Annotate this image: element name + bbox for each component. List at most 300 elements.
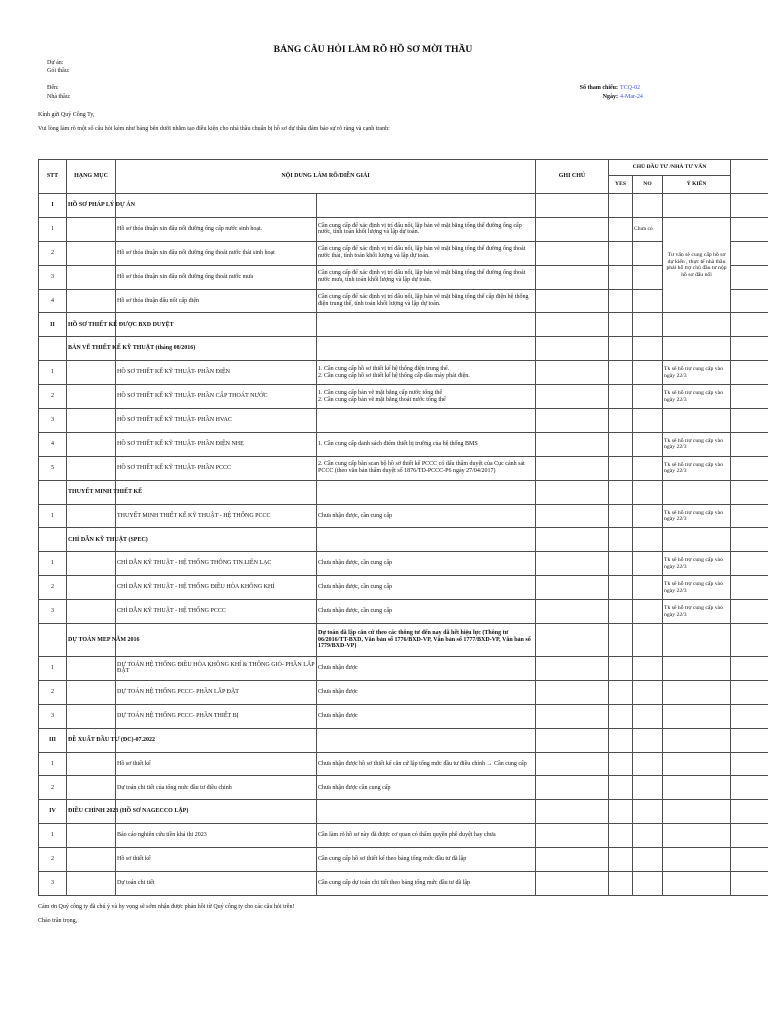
row-opinion: Tk sẽ hỗ trợ cung cấp vào ngày 22/3: [663, 361, 731, 385]
table-row: [39, 680, 768, 704]
table-row: [39, 752, 768, 776]
detail-cell: [317, 480, 536, 504]
row-item: HỒ SƠ THIẾT KẾ KỸ THUẬT- PHẦN ĐIỆN: [116, 361, 317, 385]
row-no: [633, 552, 663, 576]
row-yes: [609, 704, 633, 728]
table-row: [39, 361, 768, 385]
row-yes: [609, 456, 633, 480]
stt-cell: [39, 480, 67, 504]
row-no: [633, 432, 663, 456]
no-cell: [633, 194, 663, 218]
row-opinion: [663, 409, 731, 433]
row-no: Chưa có: [633, 217, 663, 241]
reference-value: TCQ-02: [620, 85, 640, 91]
row-yes: [609, 680, 633, 704]
row-detail: Chưa nhận được cần cung cấp: [317, 776, 536, 800]
category-cell: [67, 776, 116, 800]
item-cell: [116, 480, 317, 504]
opinion-cell: [663, 624, 731, 657]
row-number: 3: [39, 600, 67, 624]
note-cell: [536, 528, 609, 552]
row-item: Dự toán chi tiết: [116, 872, 317, 896]
row-note: [536, 265, 609, 289]
intro-text: Vui lòng làm rõ một số câu hỏi kèm như bảng bên dưới nhằm tạo điều kiện cho nhà thầu chuẩn bị hồ sơ dự thầu đảm bảo sự rõ ràng và cạnh tranh:: [38, 126, 390, 132]
row-note: [536, 848, 609, 872]
category-cell: [67, 409, 116, 433]
detail-cell: [317, 194, 536, 218]
row-opinion: [663, 680, 731, 704]
closing-thanks: Cám ơn Quý công ty đã chú ý và hy vọng sẽ sớm nhận được phản hồi từ Quý công ty cho các câu hỏi trên!: [38, 904, 295, 910]
yes-cell: [609, 480, 633, 504]
extra-cell: [731, 824, 768, 848]
table-body: [39, 194, 768, 896]
extra-cell: [731, 552, 768, 576]
row-item: Báo cáo nghiên cứu tiền khả thi 2023: [116, 824, 317, 848]
category-cell: [67, 600, 116, 624]
item-cell: [116, 624, 317, 657]
extra-cell: [731, 217, 768, 241]
table-row: [39, 576, 768, 600]
row-number: 1: [39, 361, 67, 385]
subsection-row: [39, 480, 768, 504]
row-number: 2: [39, 776, 67, 800]
row-item: HỒ SƠ THIẾT KẾ KỸ THUẬT- PHẦN PCCC: [116, 456, 317, 480]
table-row: [39, 600, 768, 624]
row-item: DỰ TOÁN HỆ THỐNG PCCC- PHẦN LẮP ĐẶT: [116, 680, 317, 704]
category-cell: [67, 385, 116, 409]
category-cell: [67, 848, 116, 872]
row-note: [536, 504, 609, 528]
header-note: GHI CHÚ: [536, 160, 609, 194]
subsection-title: THUYẾT MINH THIẾT KẾ: [67, 480, 116, 504]
row-opinion: Tk sẽ hỗ trợ cung cấp vào ngày 22/3: [663, 504, 731, 528]
yes-cell: [609, 624, 633, 657]
no-cell: [633, 337, 663, 361]
row-number: 1: [39, 824, 67, 848]
row-item: Dự toán chi tiết của tổng mức đầu tư điều chỉnh: [116, 776, 317, 800]
note-cell: [536, 313, 609, 337]
row-opinion: Tk sẽ hỗ trợ cung cấp vào ngày 22/3: [663, 456, 731, 480]
row-yes: [609, 409, 633, 433]
row-note: [536, 576, 609, 600]
row-detail: Chưa nhận được, cần cung cấp: [317, 504, 536, 528]
detail-cell: [317, 337, 536, 361]
row-item: CHỈ DẪN KỸ THUẬT - HỆ THỐNG ĐIỀU HÒA KHÔNG KHÍ: [116, 576, 317, 600]
section-title: ĐIỀU CHỈNH 2023 (HỒ SƠ NAGECCO LẬP): [67, 800, 116, 824]
detail-cell: [317, 528, 536, 552]
section-row: [39, 194, 768, 218]
clarification-table: [38, 159, 768, 896]
extra-cell: [731, 624, 768, 657]
table-row: [39, 872, 768, 896]
row-detail: Cần cung cấp để xác định vị trí đấu nối, lập bản vẽ mặt bằng tổng thể đường ống cấp nước, tính toán khối lượng và lập dự toán.: [317, 217, 536, 241]
subsection-row: [39, 528, 768, 552]
table-row: [39, 289, 768, 313]
section-title: HỒ SƠ PHÁP LÝ DỰ ÁN: [67, 194, 116, 218]
row-opinion: Tk sẽ hỗ trợ cung cấp vào ngày 22/3: [663, 576, 731, 600]
project-label: Dự án:: [47, 60, 64, 66]
header-no: NO: [633, 176, 663, 194]
row-opinion: Tk sẽ hỗ trợ cung cấp vào ngày 22/3: [663, 432, 731, 456]
row-opinion: Tk sẽ hỗ trợ cung cấp vào ngày 22/3: [663, 600, 731, 624]
row-note: [536, 824, 609, 848]
no-cell: [633, 624, 663, 657]
row-detail: Cần cung cấp dự toán chi tiết theo bảng tổng mức đầu tư đã lập: [317, 872, 536, 896]
category-cell: [67, 872, 116, 896]
extra-cell: [731, 800, 768, 824]
row-opinion: [663, 657, 731, 681]
row-number: 1: [39, 552, 67, 576]
opinion-cell: [663, 528, 731, 552]
row-no: [633, 752, 663, 776]
no-cell: [633, 800, 663, 824]
row-detail: Cần cung cấp hồ sơ thiết kế theo bảng tổng mức đầu tư đã lập: [317, 848, 536, 872]
category-cell: [67, 552, 116, 576]
header-owner-consultant: CHỦ ĐẦU TƯ /NHÀ TƯ VẤN: [609, 160, 731, 176]
extra-cell: [731, 456, 768, 480]
row-opinion: [663, 776, 731, 800]
row-note: [536, 217, 609, 241]
extra-cell: [731, 194, 768, 218]
section-title: HỒ SƠ THIẾT KẾ ĐƯỢC BXD DUYỆT: [67, 313, 116, 337]
row-item: DỰ TOÁN HỆ THỐNG PCCC- PHẦN THIẾT BỊ: [116, 704, 317, 728]
row-no: [633, 600, 663, 624]
extra-cell: [731, 576, 768, 600]
row-yes: [609, 752, 633, 776]
row-number: 2: [39, 576, 67, 600]
extra-cell: [731, 776, 768, 800]
yes-cell: [609, 800, 633, 824]
stt-cell: [39, 624, 67, 657]
table-row: [39, 456, 768, 480]
note-cell: [536, 800, 609, 824]
row-yes: [609, 504, 633, 528]
row-item: THUYẾT MINH THIẾT KẾ KỸ THUẬT - HỆ THỐNG PCCC: [116, 504, 317, 528]
row-no: [633, 265, 663, 289]
row-opinion: Tk sẽ hỗ trợ cung cấp vào ngày 22/3: [663, 552, 731, 576]
table-row: [39, 241, 768, 265]
stt-cell: [39, 337, 67, 361]
row-opinion: Tk sẽ hỗ trợ cung cấp vào ngày 22/3: [663, 385, 731, 409]
row-note: [536, 409, 609, 433]
row-item: DỰ TOÁN HỆ THỐNG ĐIỀU HÒA KHÔNG KHÍ & THÔNG GIÓ- PHẦN LẮP ĐẶT: [116, 657, 317, 681]
opinion-cell: [663, 194, 731, 218]
row-detail: Cần cung cấp để xác định vị trí đấu nối, lập bản vẽ mặt bằng tổng thể đường ống thoát nước thải, tính toán khối lượng và lập dự toán.: [317, 241, 536, 265]
yes-cell: [609, 337, 633, 361]
extra-cell: [731, 848, 768, 872]
row-detail: [317, 409, 536, 433]
contractor-label: Nhà thầu:: [47, 94, 71, 100]
date-value: 4-Mar-24: [620, 94, 643, 100]
section-row: [39, 728, 768, 752]
item-cell: [116, 194, 317, 218]
row-item: HỒ SƠ THIẾT KẾ KỸ THUẬT- PHẦN CẤP THOÁT NƯỚC: [116, 385, 317, 409]
no-cell: [633, 480, 663, 504]
section-number: I: [39, 194, 67, 218]
row-no: [633, 680, 663, 704]
table-row: [39, 704, 768, 728]
row-detail: Chưa nhận được, cần cung cấp: [317, 600, 536, 624]
row-note: [536, 289, 609, 313]
detail-cell: [317, 313, 536, 337]
opinion-cell: [663, 313, 731, 337]
row-note: [536, 385, 609, 409]
header-category: HẠNG MỤC: [67, 160, 116, 194]
row-no: [633, 409, 663, 433]
note-cell: [536, 728, 609, 752]
row-item: Hồ sơ thiết kế: [116, 752, 317, 776]
yes-cell: [609, 194, 633, 218]
note-cell: [536, 194, 609, 218]
note-cell: [536, 337, 609, 361]
row-number: 1: [39, 504, 67, 528]
category-cell: [67, 752, 116, 776]
row-item: Hồ sơ thỏa thuận xin đấu nối đường ống thoát nước mưa: [116, 265, 317, 289]
table-row: [39, 409, 768, 433]
subsection-title: DỰ TOÁN MEP NĂM 2016: [67, 624, 116, 657]
table-row: [39, 657, 768, 681]
row-item: Hồ sơ thỏa thuận xin đấu nối đường ống thoát nước thải sinh hoạt: [116, 241, 317, 265]
row-number: 2: [39, 385, 67, 409]
subsection-row: [39, 337, 768, 361]
header-stt: STT: [39, 160, 67, 194]
extra-cell: [731, 528, 768, 552]
category-cell: [67, 265, 116, 289]
category-cell: [67, 824, 116, 848]
opinion-cell: [663, 480, 731, 504]
row-detail: Cần làm rõ hồ sơ này đã được cơ quan có thẩm quyền phê duyệt hay chưa: [317, 824, 536, 848]
row-yes: [609, 217, 633, 241]
row-note: [536, 680, 609, 704]
table-header-row: [39, 160, 768, 176]
table-row: [39, 824, 768, 848]
row-detail: Chưa nhận được: [317, 657, 536, 681]
row-item: Hồ sơ thỏa thuận đấu nối cấp điện: [116, 289, 317, 313]
category-cell: [67, 657, 116, 681]
extra-cell: [731, 432, 768, 456]
extra-cell: [731, 265, 768, 289]
table-row: [39, 385, 768, 409]
section-number: II: [39, 313, 67, 337]
opinion-cell: [663, 728, 731, 752]
category-cell: [67, 680, 116, 704]
section-number: III: [39, 728, 67, 752]
row-detail: 1. Cần cung cấp danh sách điểm thiết bị trường của hệ thống BMS: [317, 432, 536, 456]
row-no: [633, 704, 663, 728]
extra-cell: [731, 385, 768, 409]
category-cell: [67, 576, 116, 600]
row-number: 2: [39, 241, 67, 265]
extra-cell: [731, 600, 768, 624]
subsection-title: CHỈ DẪN KỸ THUẬT (SPEC): [67, 528, 116, 552]
row-note: [536, 241, 609, 265]
row-no: [633, 776, 663, 800]
row-detail: Chưa nhận được hồ sơ thiết kế căn cứ lập tổng mức đầu tư điều chỉnh → Cần cung cấp: [317, 752, 536, 776]
row-no: [633, 848, 663, 872]
row-detail: Chưa nhận được: [317, 680, 536, 704]
category-cell: [67, 217, 116, 241]
row-no: [633, 385, 663, 409]
row-number: 3: [39, 265, 67, 289]
extra-cell: [731, 657, 768, 681]
reference-label: Số tham chiếu:: [579, 85, 618, 91]
yes-cell: [609, 528, 633, 552]
row-detail: 1. Cần cung cấp bản vẽ mặt bằng cấp nước tổng thể 2. Cần cung cấp bản vẽ mặt bằng thoát nước tổng thể: [317, 385, 536, 409]
detail-cell: [317, 728, 536, 752]
row-yes: [609, 872, 633, 896]
row-opinion: [663, 824, 731, 848]
no-cell: [633, 528, 663, 552]
row-item: HỒ SƠ THIẾT KẾ KỸ THUẬT- PHẦN ĐIỆN NHẸ: [116, 432, 317, 456]
row-note: [536, 872, 609, 896]
row-opinion: [663, 848, 731, 872]
category-cell: [67, 361, 116, 385]
table-row: [39, 776, 768, 800]
row-number: 3: [39, 704, 67, 728]
no-cell: [633, 728, 663, 752]
row-number: 5: [39, 456, 67, 480]
row-number: 1: [39, 752, 67, 776]
table-row: [39, 504, 768, 528]
subsection-title: BẢN VẼ THIẾT KẾ KỸ THUẬT (tháng 08/2016): [67, 337, 116, 361]
row-number: 2: [39, 680, 67, 704]
section-title: ĐỀ XUẤT ĐẦU TƯ (ĐC)-07.2022: [67, 728, 116, 752]
row-no: [633, 657, 663, 681]
row-no: [633, 576, 663, 600]
subsection-row: [39, 624, 768, 657]
header-content: NỘI DUNG LÀM RÕ/DIỄN GIẢI: [116, 160, 536, 194]
closing-regards: Chào trân trọng,: [38, 918, 78, 924]
category-cell: [67, 432, 116, 456]
row-number: 4: [39, 432, 67, 456]
row-note: [536, 600, 609, 624]
row-detail: 2. Cần cung cấp bản scan bộ hồ sơ thiết kế PCCC có dấu thẩm duyệt của Cục cảnh sát PCCC (theo văn bản thẩm duyệt số 1876/TD-PCCC-P6 ngày 27/04/2017): [317, 456, 536, 480]
row-item: Hồ sơ thiết kế: [116, 848, 317, 872]
row-no: [633, 504, 663, 528]
row-note: [536, 432, 609, 456]
row-opinion: Tư vấn sẽ cung cấp hồ sơ dự kiến , thực tế nhà thầu phải hỗ trợ chủ đầu tư nộp hồ sơ đấu nối: [663, 217, 731, 313]
row-number: 3: [39, 872, 67, 896]
row-note: [536, 776, 609, 800]
row-opinion: [663, 752, 731, 776]
row-item: HỒ SƠ THIẾT KẾ KỸ THUẬT- PHẦN HVAC: [116, 409, 317, 433]
row-yes: [609, 576, 633, 600]
row-number: 1: [39, 217, 67, 241]
extra-cell: [731, 361, 768, 385]
row-note: [536, 657, 609, 681]
row-detail: Chưa nhận được, cần cung cấp: [317, 576, 536, 600]
section-number: IV: [39, 800, 67, 824]
row-yes: [609, 600, 633, 624]
row-yes: [609, 432, 633, 456]
note-cell: [536, 624, 609, 657]
extra-cell: [731, 409, 768, 433]
row-yes: [609, 265, 633, 289]
date-label: Ngày:: [602, 94, 618, 100]
row-yes: [609, 848, 633, 872]
row-note: [536, 361, 609, 385]
row-number: 1: [39, 657, 67, 681]
opinion-cell: [663, 800, 731, 824]
no-cell: [633, 313, 663, 337]
row-item: Hồ sơ thỏa thuận xin đấu nối đường ống cấp nước sinh hoạt.: [116, 217, 317, 241]
greeting-text: Kính gửi Quý Công Ty,: [38, 112, 95, 118]
table-header: [39, 160, 768, 194]
subsection-detail: Dự toán đã lập căn cứ theo các thông tư đến nay đã hết hiệu lực (Thông tư 06/2016/TT-BXD, Văn bản số 1776/BXD-VP, Văn bản số 1777/BXD-VP, Văn bản số 1779/BXD-VP): [317, 624, 536, 657]
header-extra-blank: [731, 160, 768, 194]
extra-cell: [731, 313, 768, 337]
row-item: CHỈ DẪN KỸ THUẬT - HỆ THỐNG PCCC: [116, 600, 317, 624]
row-detail: Cần cung cấp để xác định vị trí đấu nối, lập bản vẽ mặt bằng tổng thể đường ống thoát nước mưa, tính toán khối lượng và lập dự toán.: [317, 265, 536, 289]
to-label: Đến:: [47, 85, 59, 91]
row-number: 4: [39, 289, 67, 313]
header-opinion: Ý KIẾN: [663, 176, 731, 194]
row-yes: [609, 776, 633, 800]
row-yes: [609, 657, 633, 681]
table-row: [39, 217, 768, 241]
header-yes: YES: [609, 176, 633, 194]
table-row: [39, 848, 768, 872]
extra-cell: [731, 704, 768, 728]
row-no: [633, 824, 663, 848]
yes-cell: [609, 313, 633, 337]
extra-cell: [731, 752, 768, 776]
yes-cell: [609, 728, 633, 752]
row-opinion: [663, 872, 731, 896]
category-cell: [67, 241, 116, 265]
detail-cell: [317, 800, 536, 824]
row-opinion: [663, 704, 731, 728]
row-yes: [609, 824, 633, 848]
row-item: CHỈ DẪN KỸ THUẬT - HỆ THỐNG THÔNG TIN LIÊN LẠC: [116, 552, 317, 576]
row-no: [633, 872, 663, 896]
category-cell: [67, 456, 116, 480]
row-yes: [609, 241, 633, 265]
row-yes: [609, 552, 633, 576]
row-yes: [609, 361, 633, 385]
row-no: [633, 361, 663, 385]
note-cell: [536, 480, 609, 504]
category-cell: [67, 504, 116, 528]
row-detail: Cần cung cấp để xác định vị trí đấu nối, lập bản vẽ mặt bằng tổng thể cấp điện hệ thống điện trung thế, tính toán khối lượng và lập dự toán.: [317, 289, 536, 313]
row-note: [536, 752, 609, 776]
section-row: [39, 313, 768, 337]
row-number: 2: [39, 848, 67, 872]
row-number: 3: [39, 409, 67, 433]
extra-cell: [731, 337, 768, 361]
extra-cell: [731, 680, 768, 704]
extra-cell: [731, 289, 768, 313]
extra-cell: [731, 728, 768, 752]
row-detail: Chưa nhận được: [317, 704, 536, 728]
row-detail: Chưa nhận được, cần cung cấp: [317, 552, 536, 576]
row-no: [633, 456, 663, 480]
document-title: BẢNG CÂU HỎI LÀM RÕ HỒ SƠ MỜI THẦU: [273, 44, 473, 55]
row-yes: [609, 289, 633, 313]
package-label: Gói thầu:: [47, 68, 70, 74]
row-note: [536, 456, 609, 480]
row-no: [633, 241, 663, 265]
extra-cell: [731, 480, 768, 504]
extra-cell: [731, 241, 768, 265]
row-note: [536, 704, 609, 728]
table-row: [39, 265, 768, 289]
category-cell: [67, 289, 116, 313]
row-no: [633, 289, 663, 313]
row-detail: 1. Cần cung cấp hồ sơ thiết kế hệ thống điện trung thế. 2. Cần cung cấp hồ sơ thiết kế hệ thống cấp dầu máy phát điện.: [317, 361, 536, 385]
extra-cell: [731, 504, 768, 528]
row-yes: [609, 385, 633, 409]
